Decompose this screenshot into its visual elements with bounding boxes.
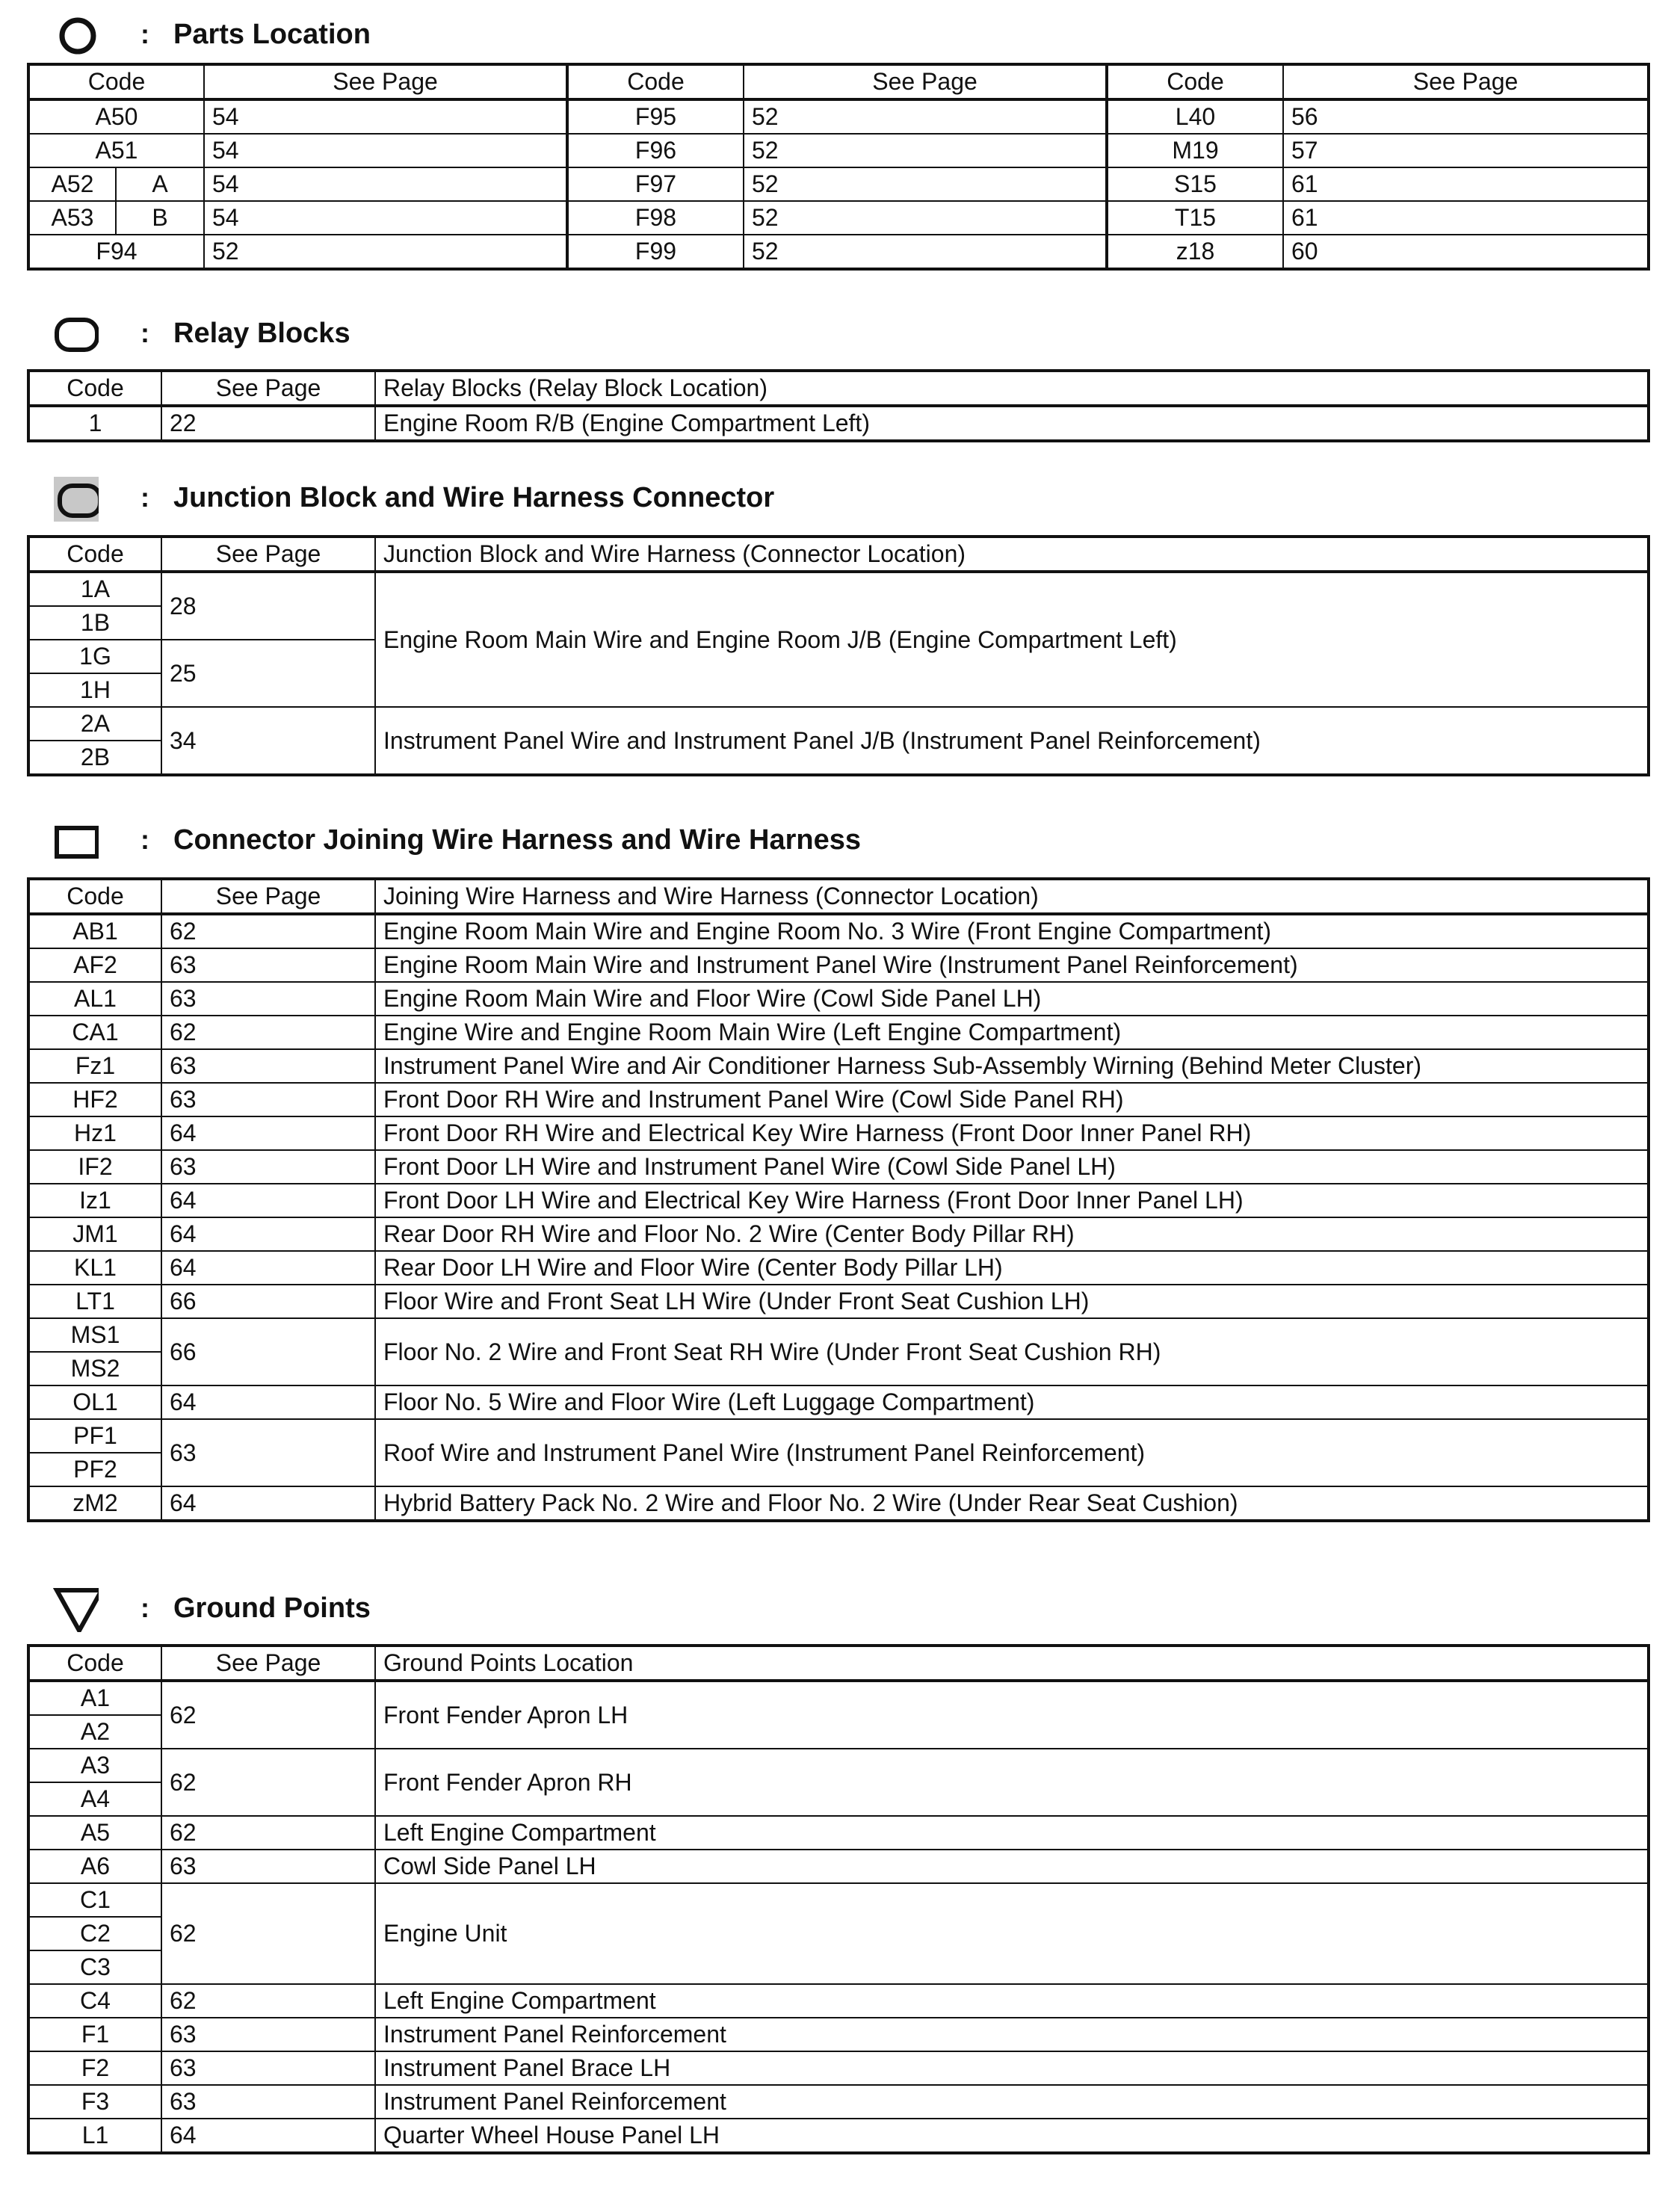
description-cell: Floor No. 2 Wire and Front Seat RH Wire (Under Front Seat Cushion RH) xyxy=(375,1318,1649,1385)
table-row xyxy=(28,2051,1649,2085)
see-page-cell: 62 xyxy=(161,1016,375,1049)
table-header-row xyxy=(28,371,1649,406)
code-cell: PF1 xyxy=(28,1419,161,1453)
see-page-cell: 57 xyxy=(1283,134,1649,167)
code-cell: MS2 xyxy=(28,1352,161,1385)
code-cell: Hz1 xyxy=(28,1116,161,1150)
section-colon: : xyxy=(140,318,149,348)
code-cell: LT1 xyxy=(28,1285,161,1318)
table-header-row xyxy=(28,879,1649,914)
header-description: Joining Wire Harness and Wire Harness (Connector Location) xyxy=(375,879,1649,914)
description-cell: Engine Room Main Wire and Instrument Panel Wire (Instrument Panel Reinforcement) xyxy=(375,948,1649,982)
table-header-row xyxy=(28,64,1649,99)
section-title: Ground Points xyxy=(173,1592,371,1624)
header-see-page: See Page xyxy=(204,64,567,99)
code-cell: KL1 xyxy=(28,1251,161,1285)
code-cell: A50 xyxy=(28,99,204,134)
description-cell: Left Engine Compartment xyxy=(375,1816,1649,1850)
description-cell: Instrument Panel Wire and Instrument Panel J/B (Instrument Panel Reinforcement) xyxy=(375,707,1649,775)
code-cell: C3 xyxy=(28,1950,161,1984)
table-header-row xyxy=(28,1646,1649,1681)
code-cell: z18 xyxy=(1107,235,1283,269)
code-cell: A6 xyxy=(28,1850,161,1883)
see-page-cell: 56 xyxy=(1283,99,1649,134)
sub-code-cell: B xyxy=(116,201,204,235)
section-header-relay-blocks xyxy=(27,312,1647,357)
table-row xyxy=(28,2085,1649,2119)
see-page-cell: 63 xyxy=(161,982,375,1016)
junction-block-table xyxy=(27,535,1650,776)
see-page-cell: 52 xyxy=(744,134,1107,167)
code-cell: F95 xyxy=(567,99,744,134)
description-cell: Floor Wire and Front Seat LH Wire (Under Front Seat Cushion LH) xyxy=(375,1285,1649,1318)
table-row xyxy=(28,1049,1649,1083)
rounded-rect-icon xyxy=(27,312,99,357)
code-cell: Fz1 xyxy=(28,1049,161,1083)
see-page-cell: 54 xyxy=(204,99,567,134)
see-page-cell: 64 xyxy=(161,1184,375,1217)
section-header-parts-location xyxy=(27,13,1647,58)
code-cell: M19 xyxy=(1107,134,1283,167)
header-code: Code xyxy=(28,64,204,99)
section-title: Parts Location xyxy=(173,19,371,50)
header-description: Relay Blocks (Relay Block Location) xyxy=(375,371,1649,406)
code-cell: C1 xyxy=(28,1883,161,1917)
table-row xyxy=(28,1419,1649,1453)
see-page-cell: 63 xyxy=(161,1083,375,1116)
see-page-cell: 63 xyxy=(161,948,375,982)
code-cell: L1 xyxy=(28,2119,161,2153)
header-code: Code xyxy=(28,537,161,572)
description-cell: Instrument Panel Wire and Air Conditioner Harness Sub-Assembly Wirning (Behind Meter Cluster) xyxy=(375,1049,1649,1083)
code-cell: HF2 xyxy=(28,1083,161,1116)
header-see-page: See Page xyxy=(744,64,1107,99)
table-row xyxy=(28,406,1649,441)
table-row xyxy=(28,1251,1649,1285)
section-colon: : xyxy=(140,824,149,855)
see-page-cell: 63 xyxy=(161,2018,375,2051)
table-row xyxy=(28,1984,1649,2018)
see-page-cell: 64 xyxy=(161,1385,375,1419)
see-page-cell: 64 xyxy=(161,1217,375,1251)
see-page-cell: 62 xyxy=(161,914,375,948)
code-cell: AF2 xyxy=(28,948,161,982)
see-page-cell: 64 xyxy=(161,1116,375,1150)
table-row xyxy=(28,914,1649,948)
table-row xyxy=(28,948,1649,982)
table-row xyxy=(28,982,1649,1016)
table-row xyxy=(28,1083,1649,1116)
see-page-cell: 22 xyxy=(161,406,375,441)
header-code: Code xyxy=(28,1646,161,1681)
table-row xyxy=(28,201,1649,235)
description-cell: Instrument Panel Brace LH xyxy=(375,2051,1649,2085)
code-cell: F3 xyxy=(28,2085,161,2119)
table-row xyxy=(28,707,1649,741)
header-see-page: See Page xyxy=(161,371,375,406)
code-cell: F2 xyxy=(28,2051,161,2085)
code-cell: A51 xyxy=(28,134,204,167)
code-cell: zM2 xyxy=(28,1486,161,1521)
description-cell: Instrument Panel Reinforcement xyxy=(375,2018,1649,2051)
section-title: Junction Block and Wire Harness Connector xyxy=(173,482,775,513)
code-cell: OL1 xyxy=(28,1385,161,1419)
code-cell: MS1 xyxy=(28,1318,161,1352)
see-page-cell: 62 xyxy=(161,1984,375,2018)
see-page-cell: 52 xyxy=(744,235,1107,269)
code-cell: F99 xyxy=(567,235,744,269)
description-cell: Engine Room R/B (Engine Compartment Left) xyxy=(375,406,1649,441)
section-colon: : xyxy=(140,1592,149,1623)
code-cell: A4 xyxy=(28,1782,161,1816)
table-row xyxy=(28,1681,1649,1715)
see-page-cell: 52 xyxy=(744,201,1107,235)
description-cell: Left Engine Compartment xyxy=(375,1984,1649,2018)
parts-location-table xyxy=(27,63,1650,271)
rectangle-icon xyxy=(27,819,99,864)
header-code: Code xyxy=(28,371,161,406)
description-cell: Instrument Panel Reinforcement xyxy=(375,2085,1649,2119)
section-colon: : xyxy=(140,19,149,49)
code-cell: F97 xyxy=(567,167,744,201)
table-row xyxy=(28,572,1649,606)
see-page-cell: 34 xyxy=(161,707,375,775)
table-row xyxy=(28,1385,1649,1419)
triangle-icon xyxy=(27,1587,99,1632)
header-description: Ground Points Location xyxy=(375,1646,1649,1681)
see-page-cell: 52 xyxy=(744,99,1107,134)
table-row xyxy=(28,99,1649,134)
description-cell: Cowl Side Panel LH xyxy=(375,1850,1649,1883)
code-cell: F1 xyxy=(28,2018,161,2051)
shaded-rounded-rect-icon xyxy=(27,477,99,522)
description-cell: Rear Door RH Wire and Floor No. 2 Wire (Center Body Pillar RH) xyxy=(375,1217,1649,1251)
see-page-cell: 61 xyxy=(1283,201,1649,235)
code-cell: A2 xyxy=(28,1715,161,1749)
connector-joining-table xyxy=(27,877,1650,1522)
code-cell: F94 xyxy=(28,235,204,269)
section-title: Relay Blocks xyxy=(173,318,350,349)
table-row xyxy=(28,1749,1649,1782)
code-cell: PF2 xyxy=(28,1453,161,1486)
code-cell: JM1 xyxy=(28,1217,161,1251)
table-row xyxy=(28,1150,1649,1184)
code-cell: AB1 xyxy=(28,914,161,948)
code-cell: IF2 xyxy=(28,1150,161,1184)
header-code: Code xyxy=(567,64,744,99)
table-row xyxy=(28,1285,1649,1318)
description-cell: Hybrid Battery Pack No. 2 Wire and Floor No. 2 Wire (Under Rear Seat Cushion) xyxy=(375,1486,1649,1521)
see-page-cell: 64 xyxy=(161,1251,375,1285)
code-cell: A52 xyxy=(28,167,116,201)
code-cell: F96 xyxy=(567,134,744,167)
description-cell: Engine Room Main Wire and Engine Room J/B (Engine Compartment Left) xyxy=(375,572,1649,707)
table-row xyxy=(28,1816,1649,1850)
sub-code-cell: A xyxy=(116,167,204,201)
code-cell: AL1 xyxy=(28,982,161,1016)
ground-points-table xyxy=(27,1644,1650,2154)
see-page-cell: 63 xyxy=(161,1150,375,1184)
section-colon: : xyxy=(140,482,149,513)
table-row xyxy=(28,167,1649,201)
header-code: Code xyxy=(1107,64,1283,99)
see-page-cell: 62 xyxy=(161,1816,375,1850)
code-cell: C2 xyxy=(28,1917,161,1950)
code-cell: 1A xyxy=(28,572,161,606)
table-row xyxy=(28,134,1649,167)
table-row xyxy=(28,235,1649,269)
header-see-page: See Page xyxy=(161,879,375,914)
description-cell: Quarter Wheel House Panel LH xyxy=(375,2119,1649,2153)
code-cell: S15 xyxy=(1107,167,1283,201)
description-cell: Engine Wire and Engine Room Main Wire (Left Engine Compartment) xyxy=(375,1016,1649,1049)
see-page-cell: 66 xyxy=(161,1285,375,1318)
description-cell: Front Fender Apron RH xyxy=(375,1749,1649,1816)
description-cell: Roof Wire and Instrument Panel Wire (Instrument Panel Reinforcement) xyxy=(375,1419,1649,1486)
description-cell: Front Door RH Wire and Electrical Key Wire Harness (Front Door Inner Panel RH) xyxy=(375,1116,1649,1150)
see-page-cell: 62 xyxy=(161,1883,375,1984)
see-page-cell: 52 xyxy=(744,167,1107,201)
see-page-cell: 54 xyxy=(204,134,567,167)
table-row xyxy=(28,1883,1649,1917)
table-row xyxy=(28,1486,1649,1521)
table-row xyxy=(28,1184,1649,1217)
code-cell: A5 xyxy=(28,1816,161,1850)
see-page-cell: 62 xyxy=(161,1681,375,1749)
see-page-cell: 63 xyxy=(161,1419,375,1486)
see-page-cell: 64 xyxy=(161,2119,375,2153)
see-page-cell: 54 xyxy=(204,167,567,201)
see-page-cell: 54 xyxy=(204,201,567,235)
section-header-connector-joining xyxy=(27,819,1647,864)
see-page-cell: 62 xyxy=(161,1749,375,1816)
code-cell: T15 xyxy=(1107,201,1283,235)
header-see-page: See Page xyxy=(161,1646,375,1681)
see-page-cell: 52 xyxy=(204,235,567,269)
table-header-row xyxy=(28,537,1649,572)
code-cell: 1H xyxy=(28,673,161,707)
code-cell: CA1 xyxy=(28,1016,161,1049)
see-page-cell: 63 xyxy=(161,1850,375,1883)
see-page-cell: 63 xyxy=(161,2085,375,2119)
section-header-ground-points xyxy=(27,1587,1647,1632)
description-cell: Engine Room Main Wire and Floor Wire (Cowl Side Panel LH) xyxy=(375,982,1649,1016)
code-cell: A1 xyxy=(28,1681,161,1715)
header-code: Code xyxy=(28,879,161,914)
code-cell: 2B xyxy=(28,741,161,775)
code-cell: C4 xyxy=(28,1984,161,2018)
see-page-cell: 64 xyxy=(161,1486,375,1521)
code-cell: Iz1 xyxy=(28,1184,161,1217)
table-row xyxy=(28,1318,1649,1352)
see-page-cell: 66 xyxy=(161,1318,375,1385)
see-page-cell: 28 xyxy=(161,572,375,640)
table-row xyxy=(28,1217,1649,1251)
description-cell: Floor No. 5 Wire and Floor Wire (Left Luggage Compartment) xyxy=(375,1385,1649,1419)
see-page-cell: 61 xyxy=(1283,167,1649,201)
table-row xyxy=(28,2018,1649,2051)
code-cell: 1 xyxy=(28,406,161,441)
header-see-page: See Page xyxy=(161,537,375,572)
relay-blocks-table xyxy=(27,369,1650,442)
code-cell: A53 xyxy=(28,201,116,235)
see-page-cell: 63 xyxy=(161,1049,375,1083)
code-cell: F98 xyxy=(567,201,744,235)
description-cell: Rear Door LH Wire and Floor Wire (Center Body Pillar LH) xyxy=(375,1251,1649,1285)
table-row xyxy=(28,2119,1649,2153)
code-cell: 1G xyxy=(28,640,161,673)
table-row xyxy=(28,1016,1649,1049)
see-page-cell: 25 xyxy=(161,640,375,707)
description-cell: Front Door LH Wire and Instrument Panel Wire (Cowl Side Panel LH) xyxy=(375,1150,1649,1184)
code-cell: L40 xyxy=(1107,99,1283,134)
circle-icon xyxy=(27,13,99,58)
description-cell: Front Fender Apron LH xyxy=(375,1681,1649,1749)
header-description: Junction Block and Wire Harness (Connector Location) xyxy=(375,537,1649,572)
section-header-junction-block xyxy=(27,477,1647,522)
code-cell: A3 xyxy=(28,1749,161,1782)
description-cell: Engine Room Main Wire and Engine Room No. 3 Wire (Front Engine Compartment) xyxy=(375,914,1649,948)
code-cell: 2A xyxy=(28,707,161,741)
description-cell: Front Door RH Wire and Instrument Panel Wire (Cowl Side Panel RH) xyxy=(375,1083,1649,1116)
see-page-cell: 60 xyxy=(1283,235,1649,269)
header-see-page: See Page xyxy=(1283,64,1649,99)
description-cell: Engine Unit xyxy=(375,1883,1649,1984)
code-cell: 1B xyxy=(28,606,161,640)
table-row xyxy=(28,1850,1649,1883)
description-cell: Front Door LH Wire and Electrical Key Wire Harness (Front Door Inner Panel LH) xyxy=(375,1184,1649,1217)
section-title: Connector Joining Wire Harness and Wire Harness xyxy=(173,824,861,856)
see-page-cell: 63 xyxy=(161,2051,375,2085)
table-row xyxy=(28,1116,1649,1150)
